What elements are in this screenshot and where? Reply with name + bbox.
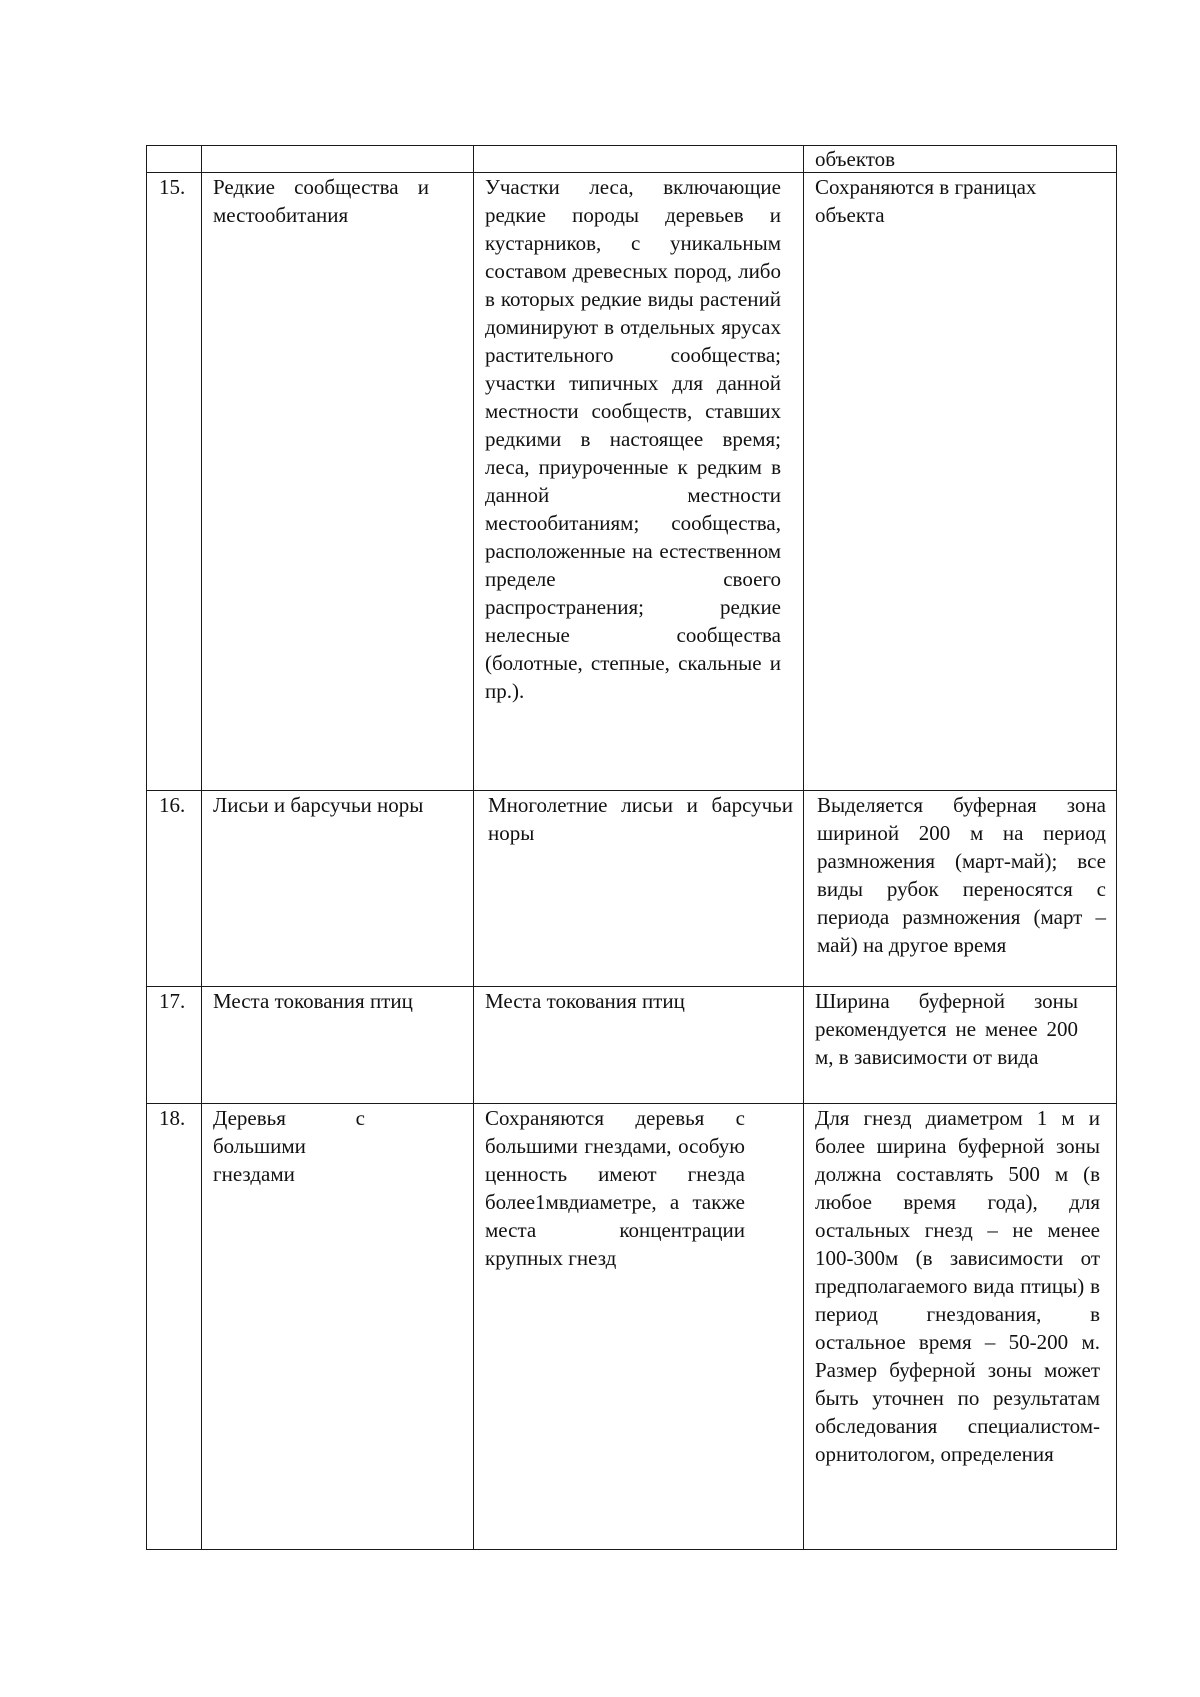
table-row [147, 1104, 1117, 1550]
object-name-cell: Деревья с большими гнездами [202, 1104, 474, 1550]
protection-measure-cell: объектов [804, 146, 1117, 173]
protection-measure-cell: Для гнезд диаметром 1 м и более ширина буферной зоны должна составлять 500 м (в любое время года), для остальных гнезд – не менее 100-300м (в зависимости от предполагаемого вида птицы) в период гнездования, в остальное время – 50-200 м. Размер буферной зоны может быть уточнен по результатам обследования специалистом-орнитологом, определения [804, 1104, 1117, 1550]
row-number-cell [147, 146, 202, 173]
protection-measure-cell: Выделяется буферная зона шириной 200 м на период размножения (март-май); все виды рубок переносятся с периода размножения (март – май) на другое время [804, 791, 1117, 987]
object-description-cell: Сохраняются деревья с большими гнездами, особую ценность имеют гнезда более1мвдиаметре, а также места концентрации крупных гнезд [474, 1104, 804, 1550]
protection-measure-cell: Ширина буферной зоны рекомендуется не менее 200 м, в зависимости от вида [804, 987, 1117, 1104]
object-description-cell: Участки леса, включающие редкие породы деревьев и кустарников, с уникальным составом древесных пород, либо в которых редкие виды растений доминируют в отдельных ярусах растительного сообщества; участки типичных для данной местности сообществ, ставших редкими в настоящее время; леса, приуроченные к редким в данной местности местообитаниям; сообщества, расположенные на естественном пределе своего распространения; редкие нелесные сообщества (болотные, степные, скальные и пр.). [474, 173, 804, 791]
object-description-cell: Места токования птиц [474, 987, 804, 1104]
row-number-cell: 15. [147, 173, 202, 791]
table-row [147, 146, 1117, 173]
object-name-cell: Лисьи и барсучьи норы [202, 791, 474, 987]
object-name-cell [202, 146, 474, 173]
row-number-cell: 16. [147, 791, 202, 987]
species-protection-table [146, 145, 1117, 1550]
table-row [147, 173, 1117, 791]
table-row [147, 791, 1117, 987]
row-number-cell: 18. [147, 1104, 202, 1550]
object-name-cell: Редкие сообщества и местообитания [202, 173, 474, 791]
object-description-cell [474, 146, 804, 173]
row-number-cell: 17. [147, 987, 202, 1104]
object-name-cell: Места токования птиц [202, 987, 474, 1104]
object-description-cell: Многолетние лисьи и барсучьи норы [474, 791, 804, 987]
protection-measure-cell: Сохраняются в границах объекта [804, 173, 1117, 791]
table-row [147, 987, 1117, 1104]
